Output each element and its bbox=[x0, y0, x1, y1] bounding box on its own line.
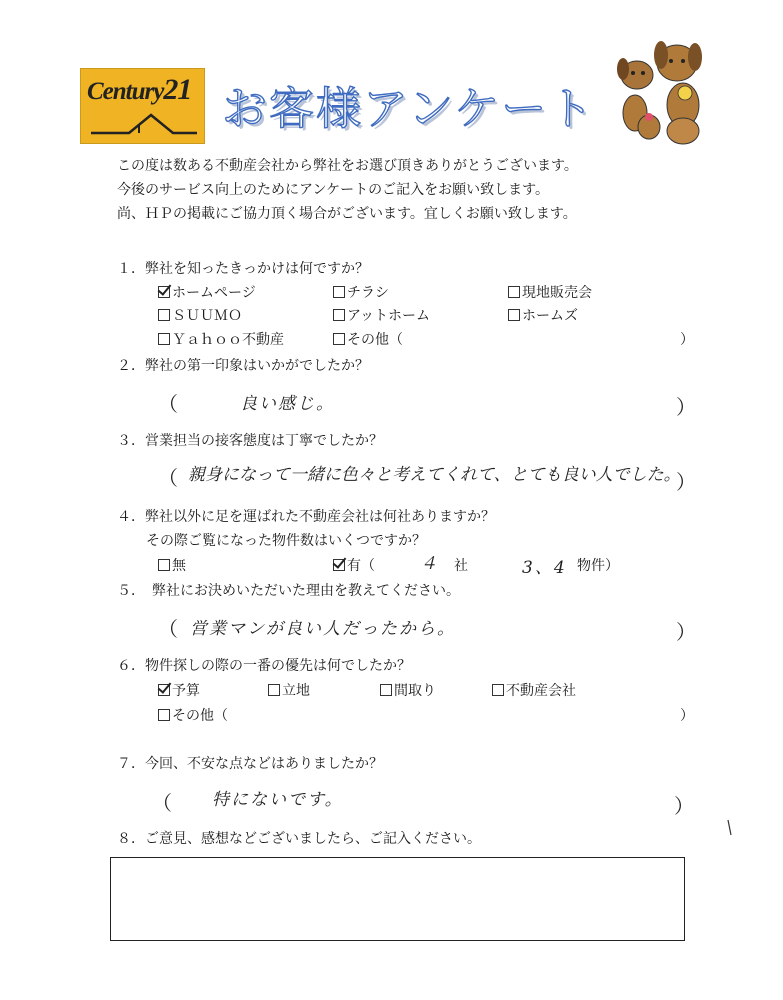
intro-line-3: 尚、ＨＰの掲載にご協力頂く場合がございます。宜しくお願い致します。 bbox=[117, 206, 577, 222]
q1-option-flyer[interactable]: チラシ bbox=[333, 282, 389, 302]
comment-box[interactable] bbox=[110, 857, 685, 941]
intro-line-1: この度は数ある不動産会社から弊社をお選び頂きありがとうございます。 bbox=[117, 158, 578, 174]
q1-option-homes[interactable]: ホームズ bbox=[508, 305, 578, 325]
q4-property-count[interactable]: 3、4 bbox=[522, 558, 567, 578]
q3-open-paren: （ bbox=[158, 466, 178, 490]
logo-roof-icon bbox=[89, 109, 199, 137]
century21-logo bbox=[80, 68, 205, 144]
q7-close-paren: ） bbox=[674, 794, 694, 818]
pen-stroke-mark bbox=[726, 818, 734, 838]
q1-option-other[interactable]: その他（ bbox=[333, 329, 403, 349]
q7-answer[interactable]: 特にないです。 bbox=[212, 790, 344, 810]
q7-open-paren: （ bbox=[152, 791, 172, 815]
question-8: ８．ご意見、感想などございましたら、ご記入ください。 bbox=[117, 831, 481, 847]
q3-close-paren: ） bbox=[676, 470, 696, 494]
q2-answer[interactable]: 良い感じ。 bbox=[240, 394, 335, 414]
checkbox[interactable] bbox=[492, 684, 504, 696]
q2-close-paren: ） bbox=[676, 395, 696, 419]
q6-option-location[interactable]: 立地 bbox=[268, 680, 310, 700]
logo-number: 21 bbox=[163, 73, 192, 106]
q1-option-onsite-sale[interactable]: 現地販売会 bbox=[508, 282, 592, 302]
q6-option-layout[interactable]: 間取り bbox=[380, 680, 436, 700]
q1-other-close: ） bbox=[680, 332, 694, 348]
q4-option-none[interactable]: 無 bbox=[158, 555, 186, 575]
q5-open-paren: （ bbox=[158, 617, 178, 641]
question-7: ７．今回、不安な点などはありましたか？ bbox=[117, 756, 383, 772]
checkbox[interactable] bbox=[333, 286, 345, 298]
question-2: ２．弊社の第一印象はいかがでしたか？ bbox=[117, 358, 369, 374]
checkbox[interactable] bbox=[508, 286, 520, 298]
question-5: ５． 弊社にお決めいただいた理由を教えてください。 bbox=[117, 583, 460, 599]
checkbox[interactable] bbox=[380, 684, 392, 696]
q1-option-athome[interactable]: アットホーム bbox=[333, 305, 430, 325]
page-title: お客様アンケート bbox=[222, 82, 596, 135]
q1-option-yahoo[interactable]: Ｙａｈｏｏ不動産 bbox=[158, 329, 284, 349]
q6-option-other[interactable]: その他（ bbox=[158, 705, 228, 725]
mascot-dogs-icon bbox=[605, 35, 720, 147]
logo-text: Century bbox=[87, 78, 164, 105]
checkbox[interactable] bbox=[508, 309, 520, 321]
q1-option-suumo[interactable]: ＳＵＵＭＯ bbox=[158, 305, 242, 325]
q1-option-homepage[interactable]: ホームページ bbox=[158, 282, 256, 302]
checkbox[interactable] bbox=[268, 684, 280, 696]
q2-open-paren: （ bbox=[158, 392, 178, 416]
checkbox[interactable] bbox=[158, 333, 170, 345]
q6-other-close: ） bbox=[680, 708, 694, 724]
q4-option-yes[interactable]: 有（ bbox=[333, 555, 375, 575]
q4-company-unit: 社 bbox=[454, 558, 468, 574]
question-3: ３．営業担当の接客態度は丁寧でしたか？ bbox=[117, 433, 383, 449]
q4-property-unit: 物件） bbox=[577, 558, 619, 574]
logo-wordmark bbox=[87, 73, 191, 107]
checkbox[interactable] bbox=[333, 333, 345, 345]
q6-option-company[interactable]: 不動産会社 bbox=[492, 680, 576, 700]
intro-line-2: 今後のサービス向上のためにアンケートのご記入をお願い致します。 bbox=[117, 182, 550, 198]
checkbox[interactable] bbox=[333, 559, 345, 571]
checkbox[interactable] bbox=[158, 709, 170, 721]
checkbox[interactable] bbox=[333, 309, 345, 321]
question-6: ６．物件探しの際の一番の優先は何でしたか？ bbox=[117, 658, 411, 674]
checkbox[interactable] bbox=[158, 559, 170, 571]
q6-option-budget[interactable]: 予算 bbox=[158, 680, 200, 700]
q5-close-paren: ） bbox=[676, 620, 696, 644]
q5-answer[interactable]: 営業マンが良い人だったから。 bbox=[190, 619, 456, 639]
checkbox[interactable] bbox=[158, 286, 170, 298]
question-1: １．弊社を知ったきっかけは何ですか？ bbox=[117, 261, 369, 277]
q3-answer[interactable]: 親身になって一緒に色々と考えてくれて、とても良い人でした。 bbox=[188, 465, 681, 485]
question-4: ４．弊社以外に足を運ばれた不動産会社は何社ありますか？ bbox=[117, 509, 495, 525]
checkbox[interactable] bbox=[158, 684, 170, 696]
question-4-sub: その際ご覧になった物件数はいくつですか？ bbox=[146, 533, 426, 549]
checkbox[interactable] bbox=[158, 309, 170, 321]
q4-company-count[interactable]: ４ bbox=[420, 554, 439, 574]
